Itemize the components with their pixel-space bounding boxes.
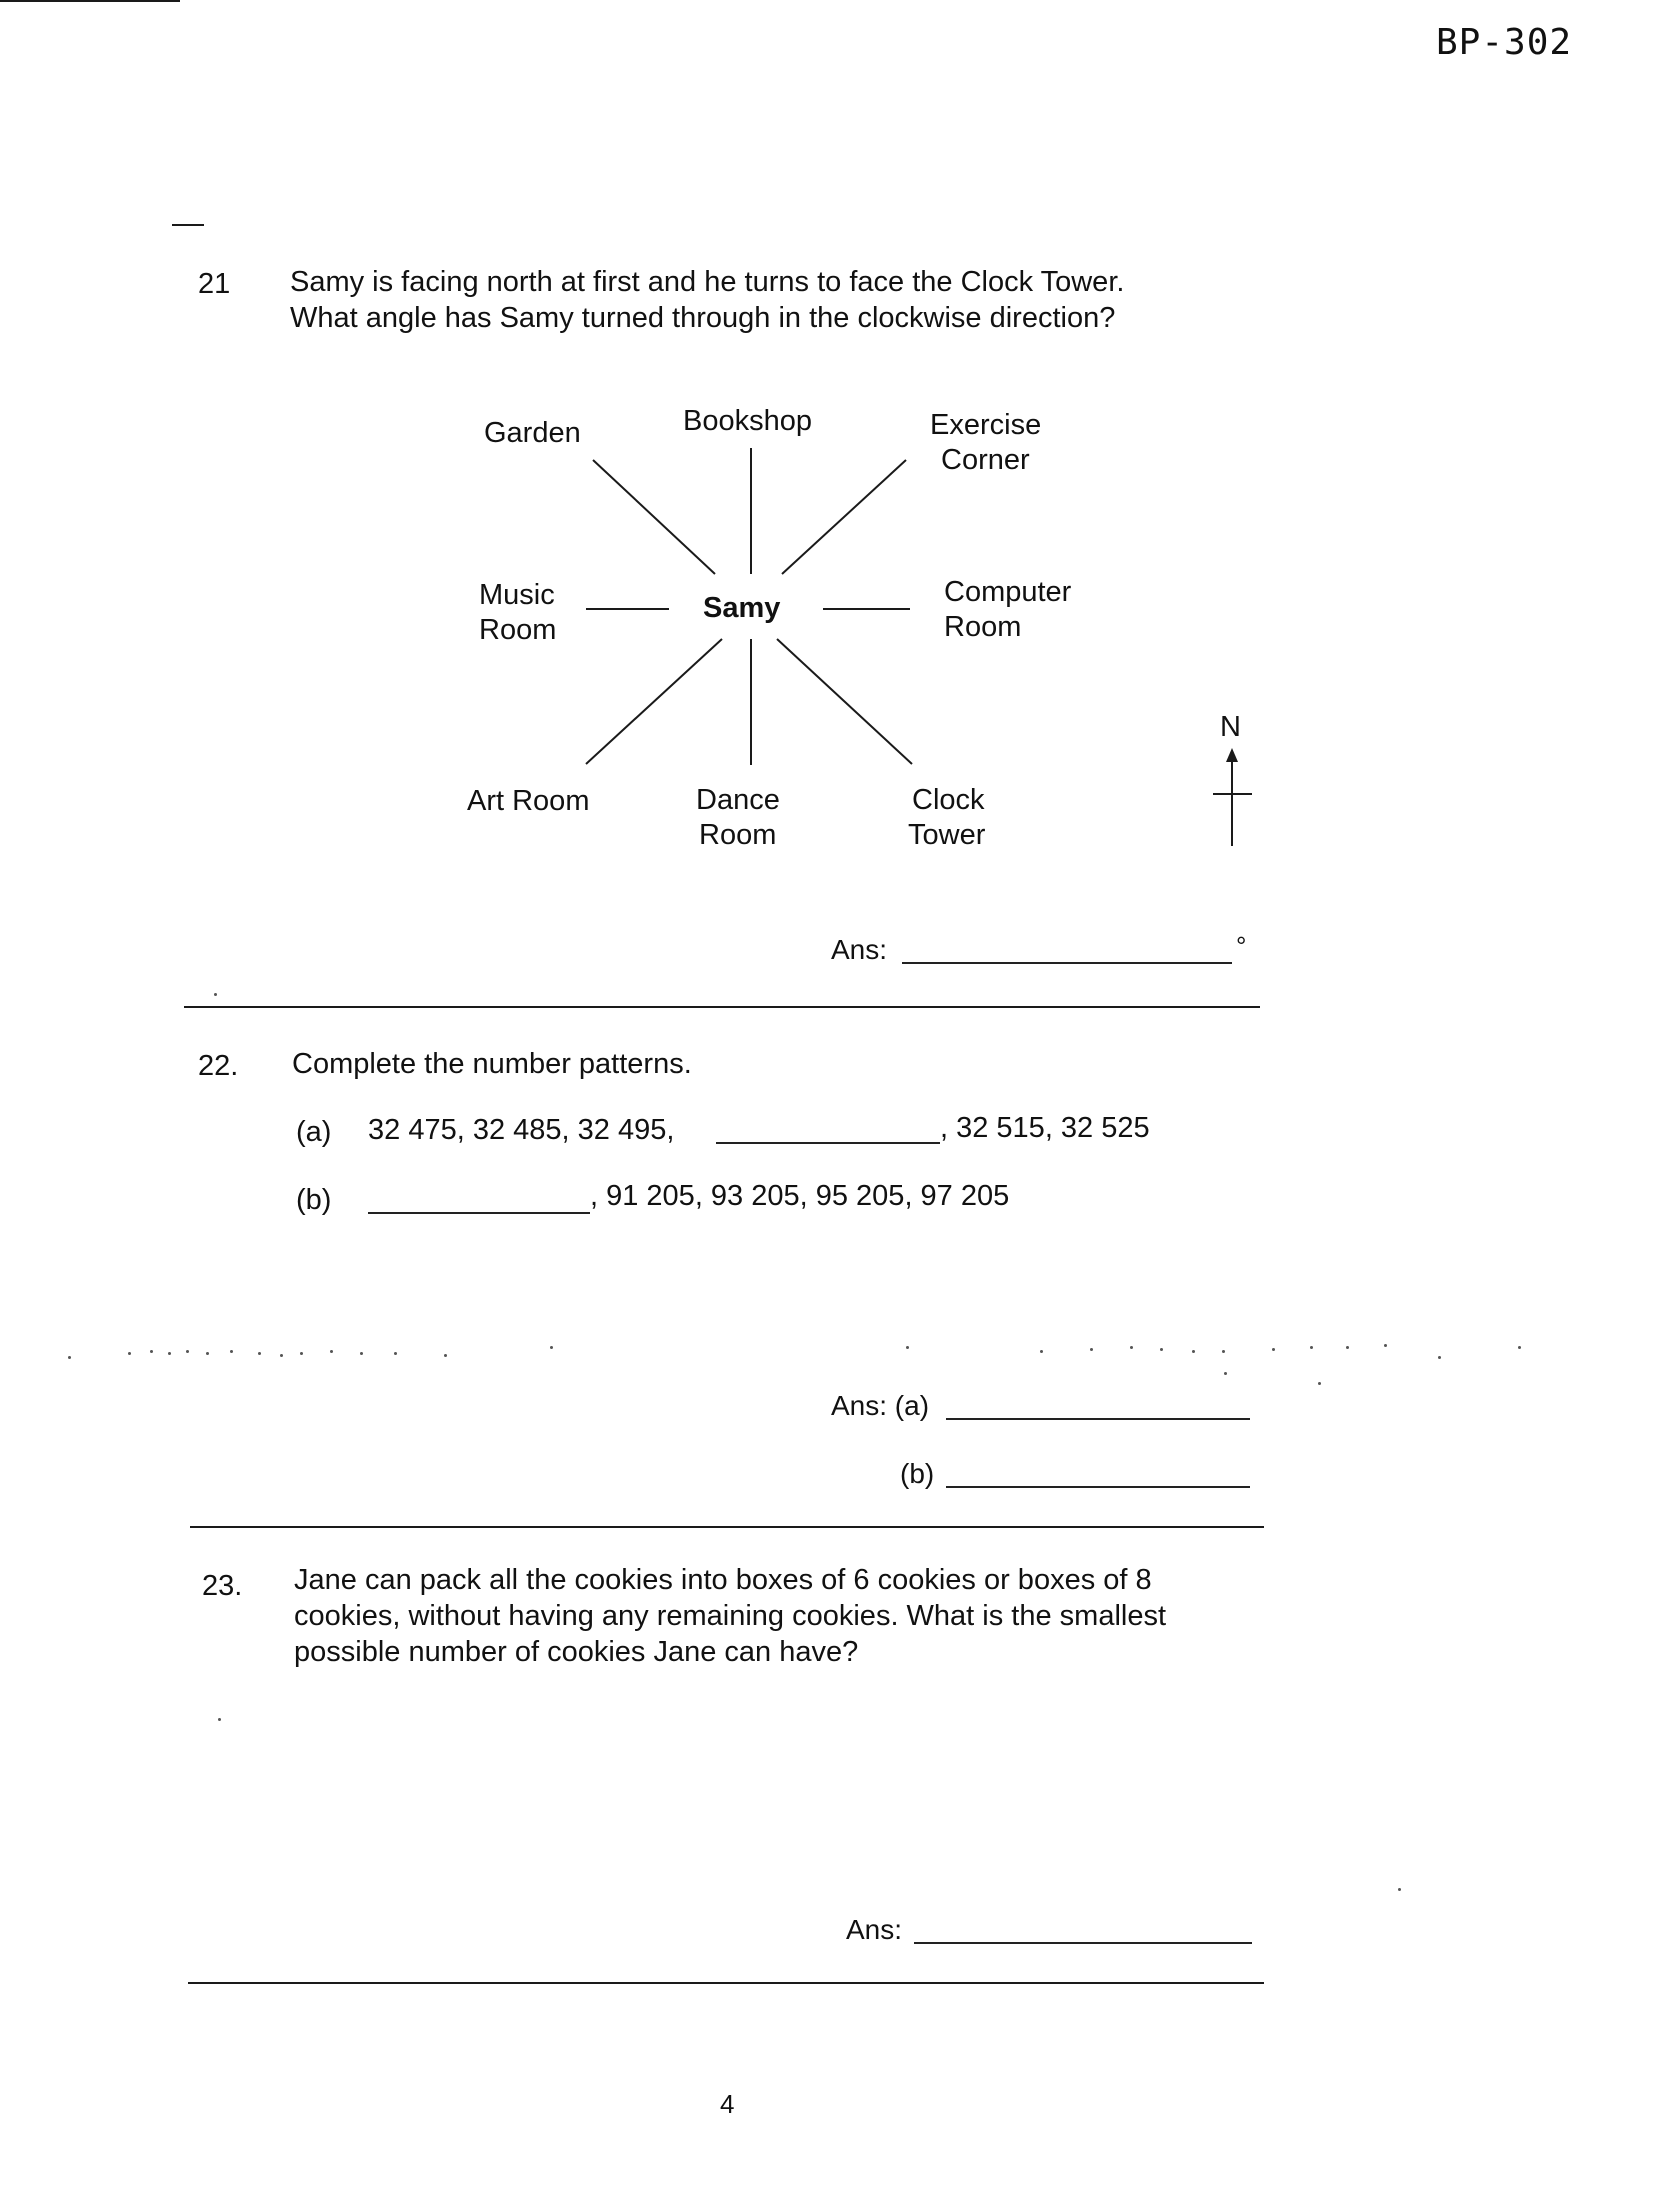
label-garden: Garden [484, 417, 581, 449]
section-divider [184, 1006, 1260, 1008]
page-number: 4 [720, 2089, 735, 2119]
answer-label: Ans: [831, 934, 888, 965]
label-music-line-1: Music [479, 579, 555, 611]
label-music-line-2: Room [479, 614, 557, 646]
label-clock-line-2: Tower [908, 819, 986, 851]
label-art-room: Art Room [467, 785, 590, 817]
answer-label: Ans: [846, 1914, 903, 1945]
question-text-line-2: cookies, without having any remaining cookies. What is the smallest [294, 1600, 1167, 1632]
label-dance-line-2: Room [699, 819, 777, 851]
question-text-line-1: Jane can pack all the cookies into boxes of 6 cookies or boxes of 8 [294, 1564, 1152, 1596]
label-computer-line-1: Computer [944, 576, 1072, 608]
answer-blank[interactable] [914, 1942, 1252, 1944]
scan-speck [218, 1718, 221, 1721]
line-exercise [782, 460, 906, 574]
question-text-line-2: What angle has Samy turned through in the clockwise direction? [290, 302, 1116, 334]
label-computer-line-2: Room [944, 611, 1022, 643]
question-number: 23. [202, 1570, 243, 1602]
compass-north-label: N [1220, 711, 1241, 743]
part-b-sequence: , 91 205, 93 205, 95 205, 97 205 [590, 1180, 1010, 1212]
question-number: 22. [198, 1050, 239, 1082]
section-divider [188, 1982, 1264, 1984]
part-a-blank[interactable] [716, 1142, 940, 1144]
line-clock [777, 639, 912, 764]
answer-a-blank[interactable] [946, 1418, 1250, 1420]
answer-b-label: (b) [900, 1458, 935, 1489]
answer-blank[interactable] [902, 962, 1232, 964]
part-a-label: (a) [296, 1116, 332, 1148]
question-text: Complete the number patterns. [292, 1048, 692, 1080]
scan-speck [214, 993, 217, 996]
part-a-sequence-start: 32 475, 32 485, 32 495, [368, 1114, 675, 1146]
answer-b-blank[interactable] [946, 1486, 1250, 1488]
degree-symbol: ° [1236, 931, 1247, 961]
direction-lines [0, 0, 1654, 900]
label-clock-line-1: Clock [912, 784, 985, 816]
label-bookshop: Bookshop [683, 405, 812, 437]
question-text-line-3: possible number of cookies Jane can have? [294, 1636, 859, 1668]
question-text-line-1: Samy is facing north at first and he turns to face the Clock Tower. [290, 266, 1125, 298]
part-b-blank[interactable] [368, 1212, 590, 1214]
answer-a-label: Ans: (a) [831, 1390, 930, 1421]
section-divider [190, 1526, 1264, 1528]
scan-speck [1398, 1888, 1401, 1891]
label-exercise-line-1: Exercise [930, 409, 1042, 441]
line-art [586, 639, 722, 764]
part-a-sequence-end: , 32 515, 32 525 [940, 1112, 1150, 1144]
paper-code: BP-302 [1436, 22, 1573, 63]
label-dance-line-1: Dance [696, 784, 780, 816]
line-garden [593, 460, 715, 574]
compass-arrowhead [1226, 748, 1238, 762]
part-b-label: (b) [296, 1184, 332, 1216]
label-exercise-line-2: Corner [941, 444, 1030, 476]
label-center-samy: Samy [703, 592, 781, 624]
question-number: 21 [198, 268, 231, 300]
